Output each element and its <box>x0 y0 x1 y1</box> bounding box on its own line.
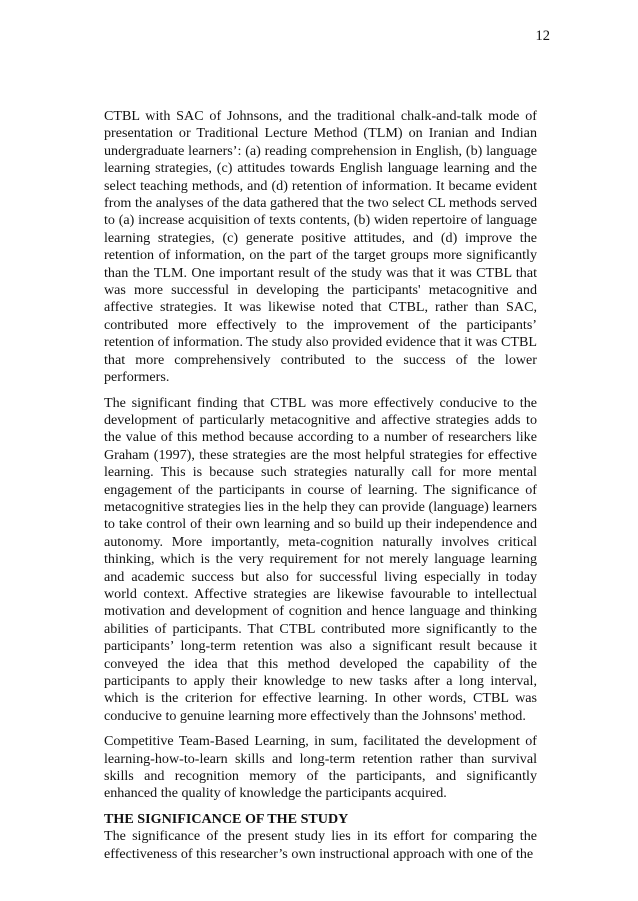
section-heading: THE SIGNIFICANCE OF THE STUDY <box>104 810 349 827</box>
paragraph-ctbl-conclusion: Competitive Team-Based Learning, in sum, facilitated the development of learning-how-to-learn skills and long-term retention rather than survival skills and recognition memory of the participants, and significantly enhanced the quality of knowledge the participants acquired. <box>104 733 537 802</box>
paragraph-significance-intro: The significance of the present study lies in its effort for comparing the effectiveness of this researcher’s own instructional approach with one of the <box>104 828 537 862</box>
paragraph-ctbl-significance: The significant finding that CTBL was more effectively conducive to the development of particularly metacognitive and affective strategies adds to the value of this method because according to a number of researchers like Graham (1997), these strategies are the most helpful strategies for effective learning. This is because such strategies naturally call for more mental engagement of the participants in course of learning. The significance of metacognitive strategies lies in the help they can provide (language) learners to take control of their own learning and so build up their independence and autonomy. More importantly, meta-cognition naturally involves critical thinking, which is the very requirement for not merely language learning and academic success but also for successful living especially in today world context. Affective strategies are likewise favourable to intellectual motivation and development of cognition and hence language and thinking abilities of participants. That CTBL contributed more significantly to the participants’ long-term retention was also a significant result because it conveyed the idea that this method developed the capability of the participants to apply their knowledge to new tasks after a long interval, which is the criterion for effective learning. In other words, CTBL was conducive to genuine learning more effectively than the Johnsons' method. <box>104 394 537 724</box>
page-number: 12 <box>535 28 550 44</box>
paragraph-results-summary: CTBL with SAC of Johnsons, and the traditional chalk-and-talk mode of presentation or Traditional Lecture Method (TLM) on Iranian and Indian undergraduate learners’: (a) reading comprehension in English, (b) language learning strategies, (c) attitudes towards English language learning and the select teaching methods, and (d) retention of information. It became evident from the analyses of the data gathered that the two select CL methods served to (a) increase acquisition of texts contents, (b) widen repertoire of language learning strategies, (c) generate positive attitudes, and (d) improve the retention of information, on the part of the target groups more significantly than the TLM. One important result of the study was that it was CTBL that was more successful in developing the participants' metacognitive and affective strategies. It was likewise noted that CTBL, rather than SAC, contributed more effectively to the improvement of the participants’ retention of information. The study also provided evidence that it was CTBL that more comprehensively contributed to the success of the lower performers. <box>104 108 537 386</box>
body-text <box>104 108 537 863</box>
